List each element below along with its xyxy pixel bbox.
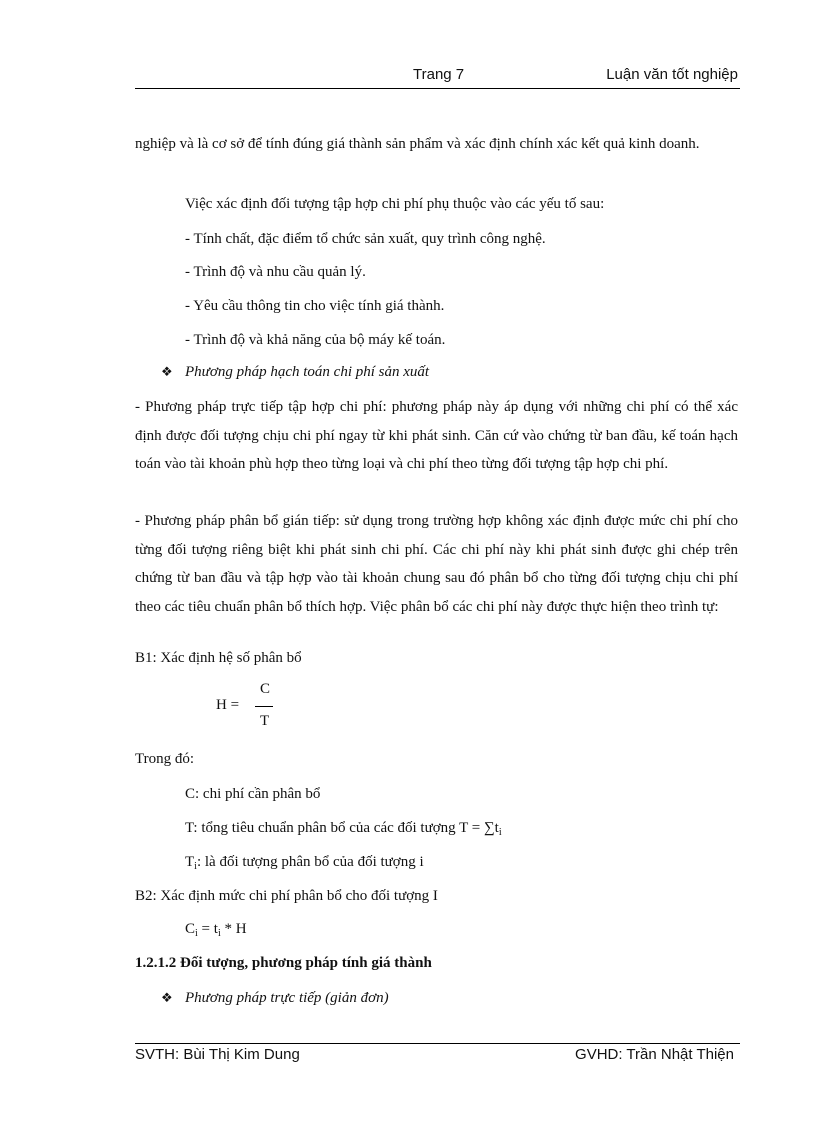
footer-rule bbox=[135, 1043, 740, 1044]
page-header bbox=[135, 66, 740, 86]
definition-t-text: T: tổng tiêu chuẩn phân bổ của các đối tượng T = ∑t bbox=[185, 820, 499, 836]
intro-paragraph: nghiệp và là cơ sở để tính đúng giá thành sản phẩm và xác định chính xác kết quả kinh doanh. bbox=[135, 136, 700, 152]
header-rule bbox=[135, 88, 740, 89]
step-b1: B1: Xác định hệ số phân bổ bbox=[135, 650, 302, 666]
section-heading: 1.2.1.2 Đối tượng, phương pháp tính giá thành bbox=[135, 955, 432, 971]
definition-ti-symbol: T bbox=[185, 854, 195, 870]
page-footer bbox=[135, 1046, 740, 1066]
step-b2: B2: Xác định mức chi phí phân bổ cho đối tượng I bbox=[135, 888, 438, 904]
factor-item-3: - Yêu cầu thông tin cho việc tính giá thành. bbox=[185, 298, 445, 314]
formula-ci-c-subscript: i bbox=[195, 928, 198, 939]
formula-ci-t-subscript: i bbox=[217, 928, 221, 939]
allocation-formula bbox=[216, 681, 296, 733]
footer-student: SVTH: Bùi Thị Kim Dung bbox=[135, 1046, 300, 1063]
formula-ci bbox=[185, 919, 247, 944]
definition-ti bbox=[185, 852, 424, 877]
direct-method-paragraph: - Phương pháp trực tiếp tập hợp chi phí: phương pháp này áp dụng với những chi phí có thể xác định được đối tượng chịu chi phí ngay từ khi phát sinh. Căn cứ vào chứng từ ban đầu, kế toán hạch toán vào tài khoản phù hợp theo từng loại và chi phí theo từng đối tượng tập hợp chi phí. bbox=[135, 399, 738, 472]
definition-t bbox=[185, 818, 502, 843]
where-label: Trong đó: bbox=[135, 751, 195, 767]
factor-item-2: - Trình độ và nhu cầu quản lý. bbox=[185, 264, 366, 280]
document-title: Luận văn tốt nghiệp bbox=[606, 66, 738, 83]
fraction-bar bbox=[255, 706, 273, 707]
page-number: Trang 7 bbox=[413, 66, 465, 83]
formula-denominator: T bbox=[260, 713, 270, 729]
factor-item-4: - Trình độ và khả năng của bộ máy kế toán. bbox=[185, 332, 446, 348]
bullet-cost-accounting bbox=[161, 362, 429, 382]
formula-ci-rest: * H bbox=[220, 921, 247, 937]
bullet-direct-method-label: Phương pháp trực tiếp (giản đơn) bbox=[185, 990, 389, 1006]
bullet-cost-accounting-label: Phương pháp hạch toán chi phí sản xuất bbox=[185, 364, 430, 380]
diamond-bullet-icon: ❖ bbox=[161, 990, 173, 1005]
diamond-bullet-icon: ❖ bbox=[161, 364, 173, 379]
definition-ti-subscript: i bbox=[194, 861, 197, 872]
formula-lhs: H = bbox=[216, 697, 240, 713]
indirect-method-paragraph: - Phương pháp phân bổ gián tiếp: sử dụng trong trường hợp không xác định được mức chi phí cho từng đối tượng riêng biệt khi phát sinh chi phí. Các chi phí này khi phát sinh được ghi chép trên chứng từ ban đầu và tập hợp vào tài khoản chung sau đó phân bổ cho từng đối tượng chịu chi phí theo các tiêu chuẩn phân bổ thích hợp. Việc phân bổ các chi phí này được thực hiện theo trình tự: bbox=[135, 513, 738, 615]
formula-numerator: C bbox=[260, 681, 271, 697]
definition-ti-text: : là đối tượng phân bổ của đối tượng i bbox=[196, 854, 424, 870]
factors-intro: Việc xác định đối tượng tập hợp chi phí phụ thuộc vào các yếu tố sau: bbox=[185, 196, 605, 212]
factor-item-1: - Tính chất, đặc điểm tổ chức sản xuất, quy trình công nghệ. bbox=[185, 231, 546, 247]
footer-advisor: GVHD: Trần Nhật Thiện bbox=[575, 1046, 734, 1063]
definition-t-subscript: i bbox=[498, 827, 502, 838]
definition-c: C: chi phí cần phân bổ bbox=[185, 786, 321, 802]
bullet-direct-method bbox=[161, 988, 389, 1008]
formula-ci-c: C bbox=[185, 921, 196, 937]
formula-ci-eq: = t bbox=[197, 921, 218, 937]
